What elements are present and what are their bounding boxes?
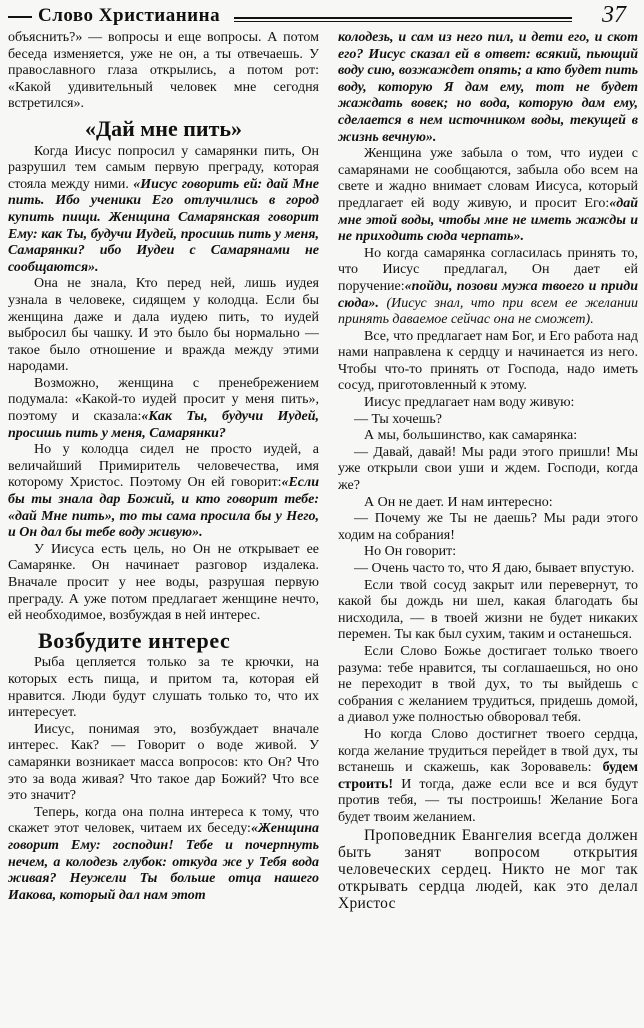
paragraph-text: Женщина уже забыла о том, что иудеи с самарянами не сообщаются, забыла обо всем на свете и жадно внимает словам Иисуса, который предлагает ей воду живую, и просит Его:	[338, 146, 638, 211]
paragraph: Иисус, понимая это, возбуждает вначале интерес. Как? — Говорит о воде живой. У самарянки возникает масса вопросов: кто Он? Что это за вода живая? Что такое дар Божий? Что все это значит?	[8, 721, 319, 804]
scripture-quote: «пойди, позови мужа твоего и приди сюда».	[338, 278, 638, 311]
paragraph-text: Когда Иисус попросил у самарянки пить, Он разрушил тем самым первую преграду, которая стояла между ними.	[8, 143, 319, 192]
left-column	[8, 30, 319, 1028]
paragraph	[338, 30, 638, 146]
paragraph	[338, 727, 638, 827]
italic-remark: (Иисус знал, что при всем ее желании принять даваемое сейчас она не сможет).	[338, 295, 638, 328]
header-rule-thin	[234, 21, 572, 22]
header-rule	[234, 17, 572, 19]
section-heading: Возбудите интерес	[38, 627, 231, 653]
paragraph-text: Возможно, женщина с пренебрежением подумала: «Какой-то иудей просит у меня пить», поэтому и сказала:	[8, 375, 319, 425]
page-header	[8, 4, 638, 30]
scripture-quote: «дай мне этой воды, чтобы мне не иметь жажды и не приходить сюда черпать».	[338, 195, 638, 245]
right-column	[338, 30, 638, 1028]
paragraph-text: Но когда самарянка согласилась принять то, что Иисус предлагал, Он дает ей поручение:	[338, 245, 638, 294]
paragraph	[338, 246, 638, 329]
paragraph: Если Слово Божье достигает только твоего разума: тебе нравится, ты соглашаешься, но оно не переходит в твой дух, то ты выйдешь с собрания с желанием трудиться, придешь домой, а диавол уже полностью обворовал тебя.	[338, 643, 638, 726]
paragraph	[8, 376, 319, 442]
paragraph: Но Он говорит:	[364, 544, 457, 560]
paragraph-text: Но у колодца сидел не просто иудей, а величайший Примиритель человечества, имя которому Христос. Поэтому Он ей говорит:	[8, 442, 319, 491]
paragraph: Проповедник Евангелия всегда должен быть занят вопросом открытия человеческих сердец. Никто не мог так открывать сердца людей, как это делал Христос	[338, 826, 638, 912]
dialogue-line: — Давай, давай! Мы ради этого пришли! Мы уже открыли свои уши и ждем. Господи, когда же?	[338, 444, 638, 494]
paragraph: Если твой сосуд закрыт или перевернут, то какой бы дождь ни шел, какая благодать бы нисходила, — в твоей жизни не будет никаких перемен. Ты как был сухим, таким и останешься.	[338, 577, 638, 643]
scripture-quote: «Иисус говорить ей: дай Мне пить. Ибо ученики Его отлучились в город купить пищи. Женщина Самарянская говорит Ему: как Ты, будучи Иудей, просишь пить у меня, Самарянки? ибо Иудеи с Самарянами не сообщаются».	[8, 176, 319, 275]
bold-phrase: будем строить!	[338, 760, 638, 792]
running-title: Слово Христианина	[38, 5, 221, 26]
dialogue-line: — Ты хочешь?	[354, 411, 442, 427]
paragraph: А Он не дает. И нам интересно:	[364, 494, 553, 510]
paragraph	[8, 442, 319, 542]
paragraph-text: Но когда Слово достигнет твоего сердца, когда желание трудиться перейдет в твой дух, ты встанешь и скажешь, как Зоровавель:	[338, 726, 638, 776]
dialogue-line: — Почему же Ты не даешь? Мы ради этого ходим на собрания!	[338, 511, 638, 543]
paragraph: Рыба цепляется только за те крючки, на которых есть пища, и притом та, которая ей нравится. Люди будут слушать только то, что их интересует.	[8, 655, 319, 721]
paragraph: Все, что предлагает нам Бог, и Его работа над нами направлена к сердцу и начинается из него. Чтобы что-то принять от Господа, надо иметь сосуд, приготовленный к этому.	[338, 328, 638, 394]
paragraph	[8, 805, 319, 905]
paragraph: объяснить?» — вопросы и еще вопросы. А потом беседа изменяется, уже не он, а ты отвечаешь. У православного глаза открылись, а потом рот: «Какой удивительный человек мне сегодня встретился».	[8, 30, 319, 112]
section-heading: «Дай мне пить»	[84, 115, 243, 141]
article-columns	[8, 30, 638, 1028]
scripture-quote: «Как Ты, будучи Иудей, просишь пить у меня, Самарянки?	[8, 409, 319, 441]
paragraph	[8, 144, 319, 277]
header-rule-left	[8, 16, 32, 18]
paragraph: У Иисуса есть цель, но Он не открывает ее Самарянке. Он начинает разговор издалека. Вначале просит у нее воды, разрушая первую преграду. А уже потом предлагает женщине нечто, ей необходимое, возбуждая в ней интерес.	[8, 541, 319, 624]
page-number: 37	[602, 2, 626, 28]
paragraph: Иисус предлагает нам воду живую:	[364, 395, 575, 411]
scripture-quote: «Женщина говорит Ему: господин! Тебе и почерпнуть нечем, а колодезь глубок: откуда же у Тебя вода живая? Неужели Ты больше отца нашего Иакова, который дал нам этот	[8, 821, 319, 903]
paragraph: Она не знала, Кто перед ней, лишь иудея узнала в человеке, сидящем у колодца. Если бы женщина даже и дала иудею пить, то иудей выбросил бы чашку. И это было бы нормально — такое было отношение и вражда между этими народами.	[8, 276, 319, 375]
scripture-quote: колодезь, и сам из него пил, и дети его, и скот его? Иисус сказал ей в ответ: всякий, пьющий воду сию, возжаждет опять; а кто будет пить воду, которую Я дам ему, тот не будет жаждать вовек; но вода, которую дам ему, сделается в нем источником воды, текущей в жизнь вечную».	[338, 30, 638, 145]
paragraph: А мы, большинство, как самарянка:	[364, 428, 578, 444]
dialogue-line: — Очень часто то, что Я даю, бывает впустую.	[354, 561, 635, 576]
paragraph-text: Теперь, когда она полна интереса к тому, что скажет этот человек, читаем их беседу:	[8, 804, 319, 837]
paragraph	[338, 146, 638, 246]
paragraph-text: И тогда, даже если все и вся будут против тебя, — ты построишь! Желание Бога будет твоим желанием.	[338, 776, 638, 825]
scripture-quote: «Если бы ты знала дар Божий, и кто говорит тебе: «дай Мне пить», то ты сама просила бы у Него, и Он дал бы тебе воду живую».	[8, 475, 319, 541]
